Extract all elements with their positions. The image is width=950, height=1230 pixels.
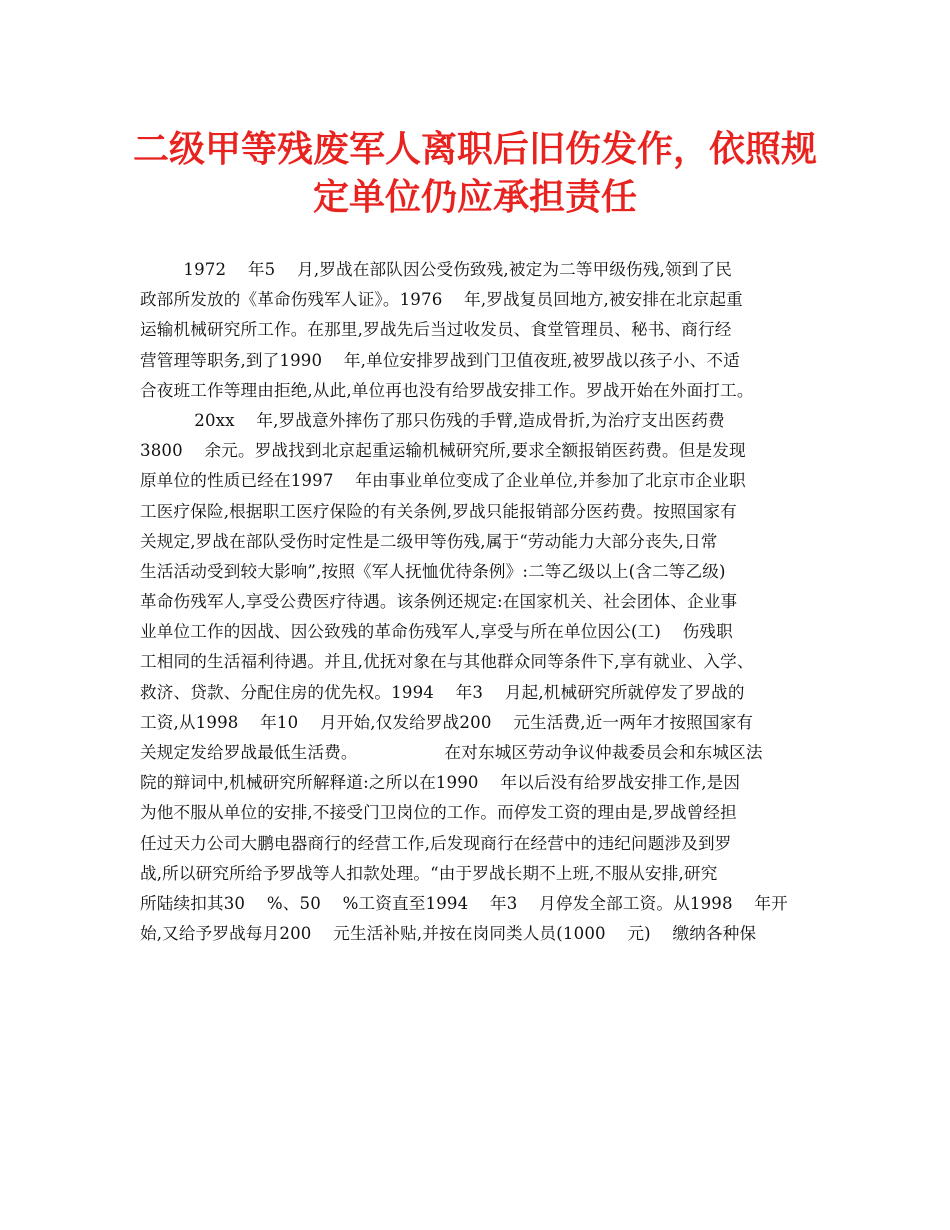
body-line: 业单位工作的因战、因公致残的革命伤残军人,享受与所在单位因公(工) 伤残职	[140, 622, 733, 642]
body-line: 为他不服从单位的安排,不接受门卫岗位的工作。而停发工资的理由是,罗战曾经担	[140, 803, 737, 823]
body-line: 救济、贷款、分配住房的优先权。1994 年3 月起,机械研究所就停发了罗战的	[140, 682, 745, 702]
body-line: 所陆续扣其30 %、50 %工资直至1994 年3 月停发全部工资。从1998 年开	[140, 893, 788, 913]
body-line: 政部所发放的《革命伤残军人证》。1976 年,罗战复员回地方,被安排在北京起重	[140, 290, 743, 310]
body-line: 革命伤残军人,享受公费医疗待遇。该条例还规定:在国家机关、社会团体、企业事	[140, 592, 738, 612]
document-body	[140, 255, 815, 949]
body-line: 合夜班工作等理由拒绝,从此,单位再也没有给罗战安排工作。罗战开始在外面打工。	[140, 380, 754, 400]
body-line: 3800 余元。罗战找到北京起重运输机械研究所,要求全额报销医药费。但是发现	[140, 441, 746, 461]
body-line: 1972 年5 月,罗战在部队因公受伤致残,被定为二等甲级伤残,领到了民	[140, 260, 732, 279]
body-line: 原单位的性质已经在1997 年由事业单位变成了企业单位,并参加了北京市企业职	[140, 471, 746, 491]
body-line: 运输机械研究所工作。在那里,罗战先后当过收发员、食堂管理员、秘书、商行经	[140, 320, 732, 340]
body-line: 战,所以研究所给予罗战等人扣款处理。“由于罗战长期不上班,不服从安排,研究	[140, 863, 718, 883]
title-line-2: 定单位仍应承担责任	[312, 177, 637, 218]
body-line: 20xx 年,罗战意外摔伤了那只伤残的手臂,造成骨折,为治疗支出医药费	[140, 410, 725, 430]
body-line: 工医疗保险,根据职工医疗保险的有关条例,罗战只能报销部分医药费。按照国家有	[140, 501, 737, 521]
body-line: 工相同的生活福利待遇。并且,优抚对象在与其他群众同等条件下,享有就业、入学、	[140, 652, 754, 672]
body-line: 营管理等职务,到了1990 年,单位安排罗战到门卫值夜班,被罗战以孩子小、不适	[140, 350, 740, 370]
body-line: 院的辩词中,机械研究所解释道:之所以在1990 年以后没有给罗战安排工作,是因	[140, 773, 741, 793]
document-title	[120, 126, 830, 222]
body-line: 工资,从1998 年10 月开始,仅发给罗战200 元生活费,近一两年才按照国家有	[140, 712, 754, 732]
body-line: 任过天力公司大鹏电器商行的经营工作,后发现商行在经营中的违纪问题涉及到罗	[140, 833, 732, 853]
body-line: 关规定发给罗战最低生活费。 在对东城区劳动争议仲裁委员会和东城区法	[140, 743, 763, 762]
body-line: 始,又给予罗战每月200 元生活补贴,并按在岗同类人员(1000 元) 缴纳各种保	[140, 924, 757, 944]
body-line: 关规定,罗战在部队受伤时定性是二级甲等伤残,属于“劳动能力大部分丧失,日常	[140, 531, 718, 551]
body-line: 生活活动受到较大影响”,按照《军人抚恤优待条例》:二等乙级以上(含二等乙级)	[140, 561, 726, 581]
title-line-1: 二级甲等残废军人离职后旧伤发作，依照规	[132, 129, 817, 170]
